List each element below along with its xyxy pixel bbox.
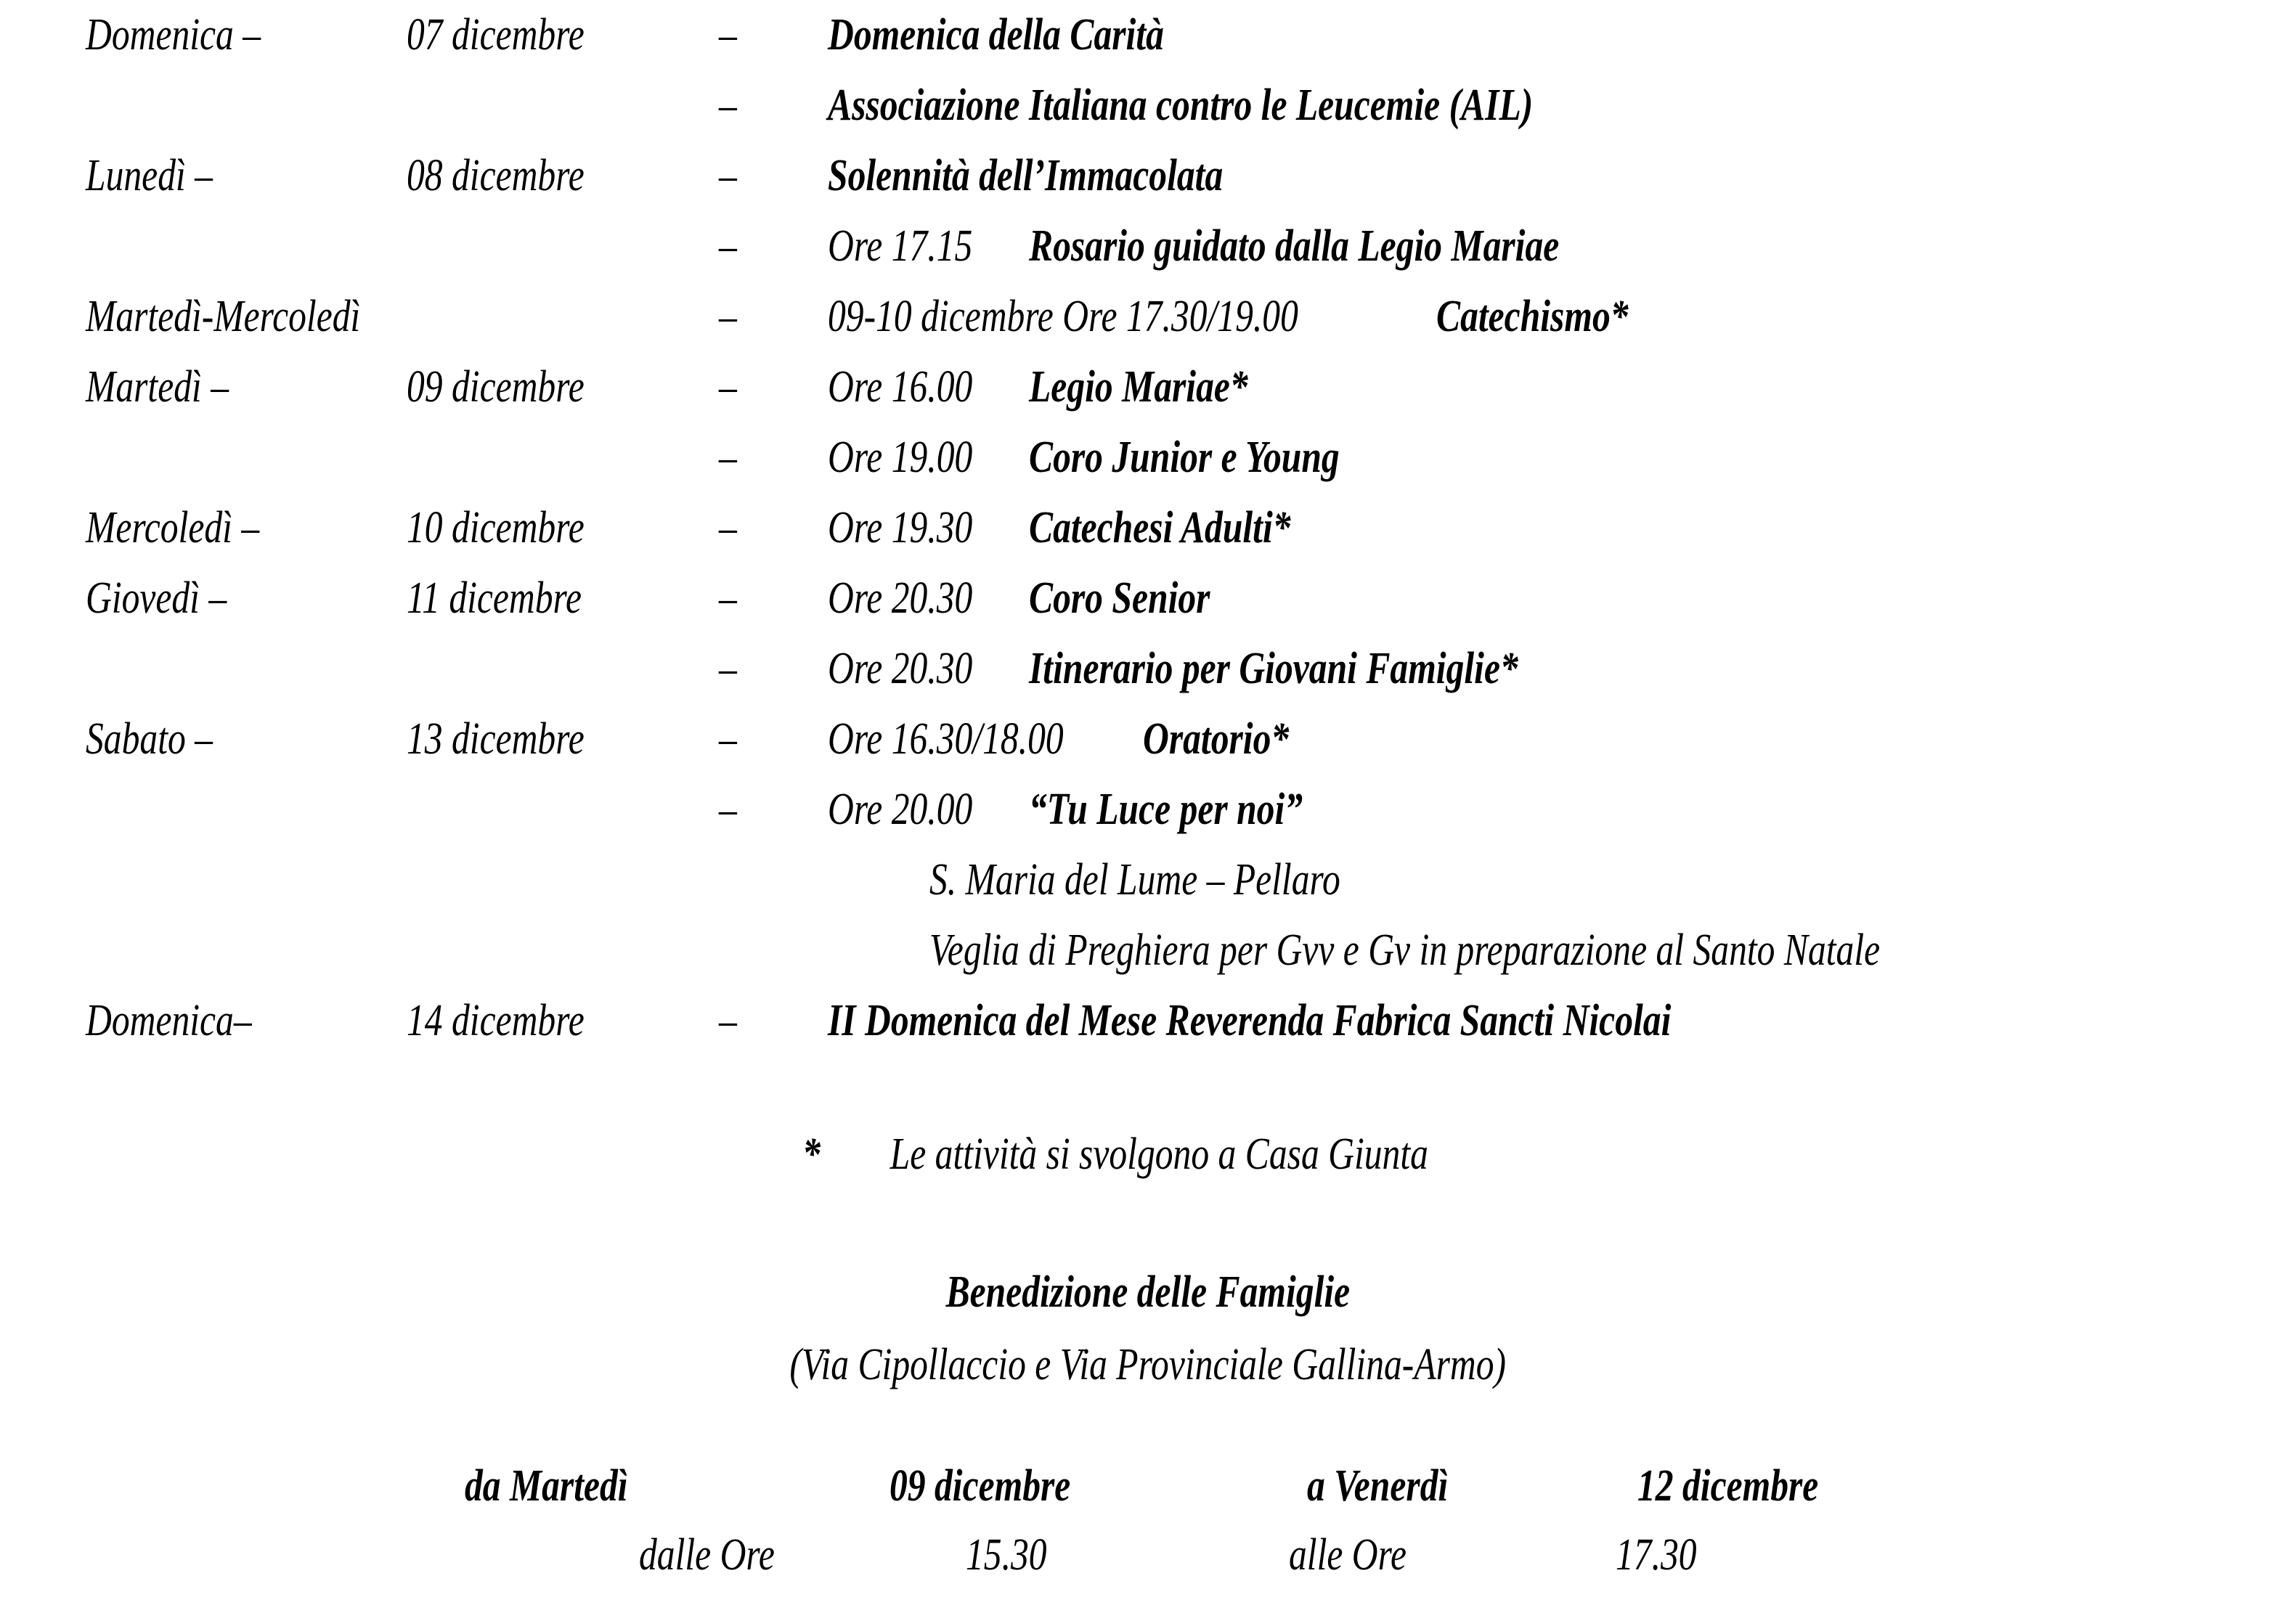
vigil-line [929, 915, 2117, 986]
schedule-date [407, 986, 629, 1056]
blessing-to-date [1637, 1452, 1864, 1521]
blessing-title-label: Benedizione delle Famiglie [945, 1267, 1351, 1317]
schedule-dash [719, 986, 741, 1056]
blessing-from-hour [966, 1521, 1067, 1590]
schedule-date-label: 09 dicembre [407, 362, 585, 412]
schedule-time: Ore 16.00 [828, 362, 973, 412]
schedule-dash [719, 141, 741, 211]
blessing-to-label [1307, 1452, 1483, 1521]
schedule-dash [719, 775, 741, 845]
blessing-to-hour [1616, 1521, 1717, 1590]
blessing-to-label-text: a Venerdì [1307, 1461, 1449, 1511]
schedule-dash [719, 0, 741, 70]
schedule-time: 09-10 dicembre Ore 17.30/19.00 [828, 292, 1298, 341]
schedule-time: Ore 17.15 [828, 221, 973, 271]
schedule-content [828, 141, 1322, 211]
schedule-day-label: Lunedì – [86, 151, 213, 200]
schedule-day [86, 986, 293, 1056]
schedule-dash [719, 211, 741, 282]
schedule-day [86, 704, 245, 775]
schedule-title: Rosario guidato dalla Legio Mariae [1029, 221, 1560, 271]
schedule-date [407, 0, 629, 70]
blessing-to-hour-label [1289, 1521, 1436, 1590]
schedule-content [828, 422, 1417, 493]
schedule-day [86, 141, 245, 211]
schedule-dash-glyph: – [719, 573, 737, 623]
schedule-content [828, 0, 1248, 70]
schedule-day [86, 0, 304, 70]
blessing-to-date-text: 12 dicembre [1637, 1461, 1819, 1511]
schedule-dash-glyph: – [719, 10, 737, 60]
schedule-dash-glyph: – [719, 503, 737, 552]
schedule-date [407, 493, 629, 563]
schedule-day [86, 563, 262, 634]
schedule-date [407, 704, 629, 775]
blessing-from-label [465, 1452, 669, 1521]
schedule-title: Coro Senior [1029, 573, 1210, 623]
blessing-title [0, 1267, 2296, 1318]
schedule-date-label: 11 dicembre [407, 573, 582, 623]
schedule-dash-glyph: – [719, 292, 737, 341]
schedule-date [407, 563, 625, 634]
schedule-dash [719, 282, 741, 352]
schedule-dash-glyph: – [719, 221, 737, 271]
schedule-time: Ore 20.30 [828, 644, 973, 693]
schedule-dash-glyph: – [719, 362, 737, 412]
schedule-content [828, 563, 1255, 634]
schedule-dash [719, 634, 741, 704]
blessing-to-hour-text: 17.30 [1616, 1530, 1697, 1580]
schedule-dash-glyph: – [719, 785, 737, 834]
schedule-content [828, 634, 1640, 704]
vigil-label: Veglia di Preghiera per Gvv e Gv in preparazione al Santo Natale [929, 926, 1881, 975]
blessing-from-hour-label-text: dalle Ore [639, 1530, 775, 1580]
schedule-content [828, 282, 1676, 352]
schedule-title: Itinerario per Giovani Famiglie* [1029, 644, 1518, 693]
schedule-content [828, 352, 1303, 422]
schedule-content [828, 704, 1325, 775]
schedule-date-label: 14 dicembre [407, 996, 585, 1045]
schedule-day-label: Mercoledì – [86, 503, 260, 552]
schedule-dash-glyph: – [719, 151, 737, 200]
schedule-day-label: Martedì – [86, 362, 229, 412]
schedule-title: Associazione Italiana contro le Leucemie (AIL) [828, 81, 1534, 130]
schedule-content [828, 775, 1371, 845]
schedule-day-label: Domenica– [86, 996, 252, 1045]
schedule-date [407, 141, 629, 211]
schedule-day [86, 352, 264, 422]
schedule-title: Coro Junior e Young [1029, 433, 1340, 482]
blessing-hours-row [0, 1521, 2296, 1590]
schedule-date-label: 13 dicembre [407, 714, 585, 764]
schedule-time: Ore 19.00 [828, 433, 973, 482]
schedule-dash [719, 493, 741, 563]
schedule-title: II Domenica del Mese Reverenda Fabrica Sancti Nicolai [828, 996, 1672, 1045]
schedule-dash [719, 563, 741, 634]
schedule-time: Ore 20.30 [828, 573, 973, 623]
schedule-title: “Tu Luce per noi” [1029, 785, 1303, 834]
blessing-range-row [0, 1452, 2296, 1521]
schedule-dash [719, 422, 741, 493]
schedule-content [828, 70, 1709, 141]
schedule-title: Catechismo* [1436, 292, 1629, 341]
blessing-from-date [890, 1452, 1116, 1521]
venue-line [929, 845, 1443, 915]
schedule-dash [719, 704, 741, 775]
schedule-title: Oratorio* [1142, 714, 1289, 764]
schedule-time: Ore 20.00 [828, 785, 973, 834]
blessing-subtitle [0, 1339, 2296, 1391]
footnote-marker-icon: * [802, 1130, 821, 1179]
schedule-day-label: Domenica – [86, 10, 261, 60]
schedule-date-label: 07 dicembre [407, 10, 585, 60]
schedule-content [828, 493, 1356, 563]
schedule-dash-glyph: – [719, 996, 737, 1045]
schedule-dash [719, 70, 741, 141]
schedule-dash-glyph: – [719, 714, 737, 764]
schedule-day [86, 493, 303, 563]
schedule-time: Ore 19.30 [828, 503, 973, 552]
schedule-date [407, 352, 629, 422]
schedule-date-label: 08 dicembre [407, 151, 585, 200]
blessing-from-label-text: da Martedì [465, 1461, 628, 1511]
schedule-title: Legio Mariae* [1029, 362, 1248, 412]
footnote-text: Le attività si svolgono a Casa Giunta [890, 1130, 1429, 1179]
schedule-title: Solennità dell’Immacolata [828, 151, 1224, 200]
schedule-day-label: Martedì-Mercoledì [86, 292, 361, 341]
schedule-time: Ore 16.30/18.00 [828, 714, 1064, 764]
blessing-subtitle-label: (Via Cipollaccio e Via Provinciale Gallina-Armo) [789, 1340, 1507, 1389]
schedule-dash-glyph: – [719, 644, 737, 693]
blessing-from-date-text: 09 dicembre [890, 1461, 1071, 1511]
blessing-from-hour-label [639, 1521, 809, 1590]
schedule-content [828, 986, 1882, 1056]
blessing-from-hour-text: 15.30 [966, 1530, 1047, 1580]
schedule-day-label: Sabato – [86, 714, 213, 764]
venue-label: S. Maria del Lume – Pellaro [929, 855, 1340, 904]
schedule-day-label: Giovedì – [86, 573, 227, 623]
schedule-title: Domenica della Carità [828, 10, 1164, 60]
blessing-to-hour-label-text: alle Ore [1289, 1530, 1407, 1580]
schedule-dash [719, 352, 741, 422]
schedule-content [828, 211, 1692, 282]
schedule-title: Catechesi Adulti* [1029, 503, 1291, 552]
footnote [0, 1129, 2296, 1180]
schedule-date-label: 10 dicembre [407, 503, 585, 552]
schedule-dash-glyph: – [719, 433, 737, 482]
schedule-dash-glyph: – [719, 81, 737, 130]
schedule-day [86, 282, 429, 352]
